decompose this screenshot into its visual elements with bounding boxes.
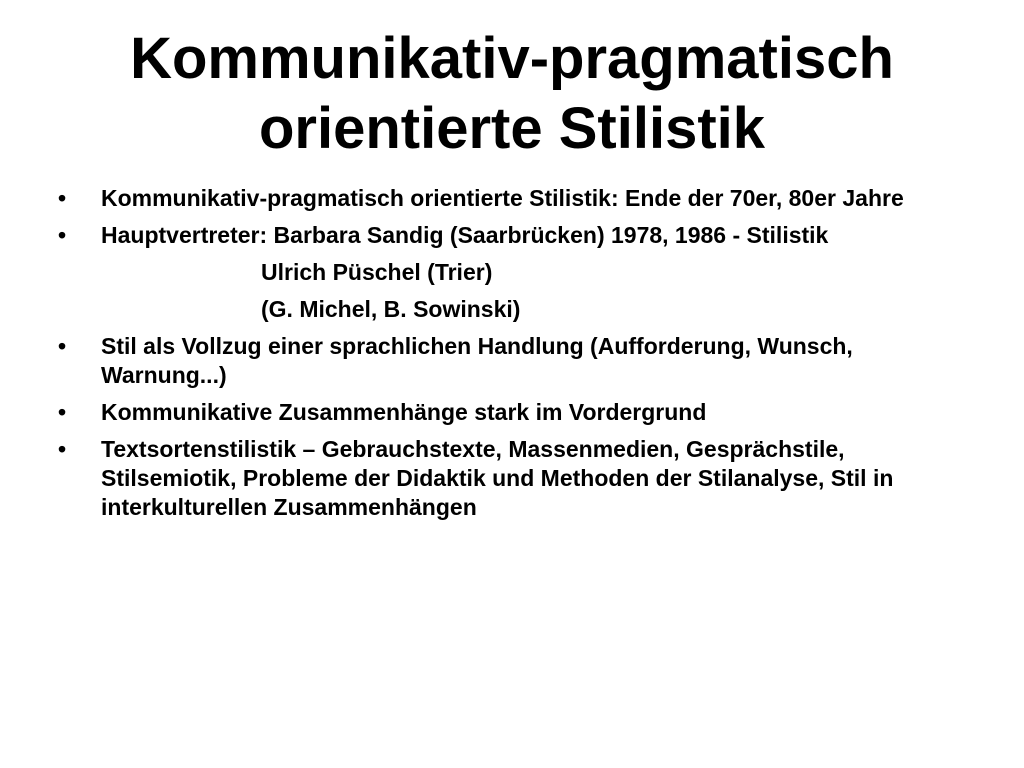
bullet-text: Hauptvertreter: Barbara Sandig (Saarbrücken) 1978, 1986 - Stilistik (101, 222, 829, 248)
bullet-list (56, 184, 976, 530)
bullet-item (56, 184, 976, 213)
bullet-icon: • (58, 185, 67, 211)
bullet-text: Kommunikativ-pragmatisch orientierte Stilistik: Ende der 70er, 80er Jahre (101, 185, 904, 211)
bullet-item (56, 221, 976, 250)
bullet-icon: • (58, 333, 67, 359)
sub-line (56, 295, 976, 324)
bullet-text: Stil als Vollzug einer sprachlichen Handlung (Aufforderung, Wunsch, Warnung...) (101, 333, 853, 388)
bullet-text: Textsortenstilistik – Gebrauchstexte, Massenmedien, Gesprächstile, Stilsemiotik, Probleme der Didaktik und Methoden der Stilanalyse, Stil in interkulturellen Zusammenhängen (101, 436, 894, 520)
slide-title (0, 24, 1024, 164)
bullet-icon: • (58, 436, 67, 462)
slide-title-line-2: orientierte Stilistik (258, 96, 766, 161)
sub-line-text: (G. Michel, B. Sowinski) (261, 296, 521, 322)
bullet-item (56, 398, 976, 427)
bullet-icon: • (58, 399, 67, 425)
bullet-icon: • (58, 222, 67, 248)
sub-line (56, 258, 976, 287)
slide-title-line-1: Kommunikativ-pragmatisch (130, 26, 894, 91)
bullet-item (56, 332, 976, 390)
sub-line-text: Ulrich Püschel (Trier) (261, 259, 493, 285)
bullet-text: Kommunikative Zusammenhänge stark im Vordergrund (101, 399, 707, 425)
bullet-item (56, 435, 976, 522)
